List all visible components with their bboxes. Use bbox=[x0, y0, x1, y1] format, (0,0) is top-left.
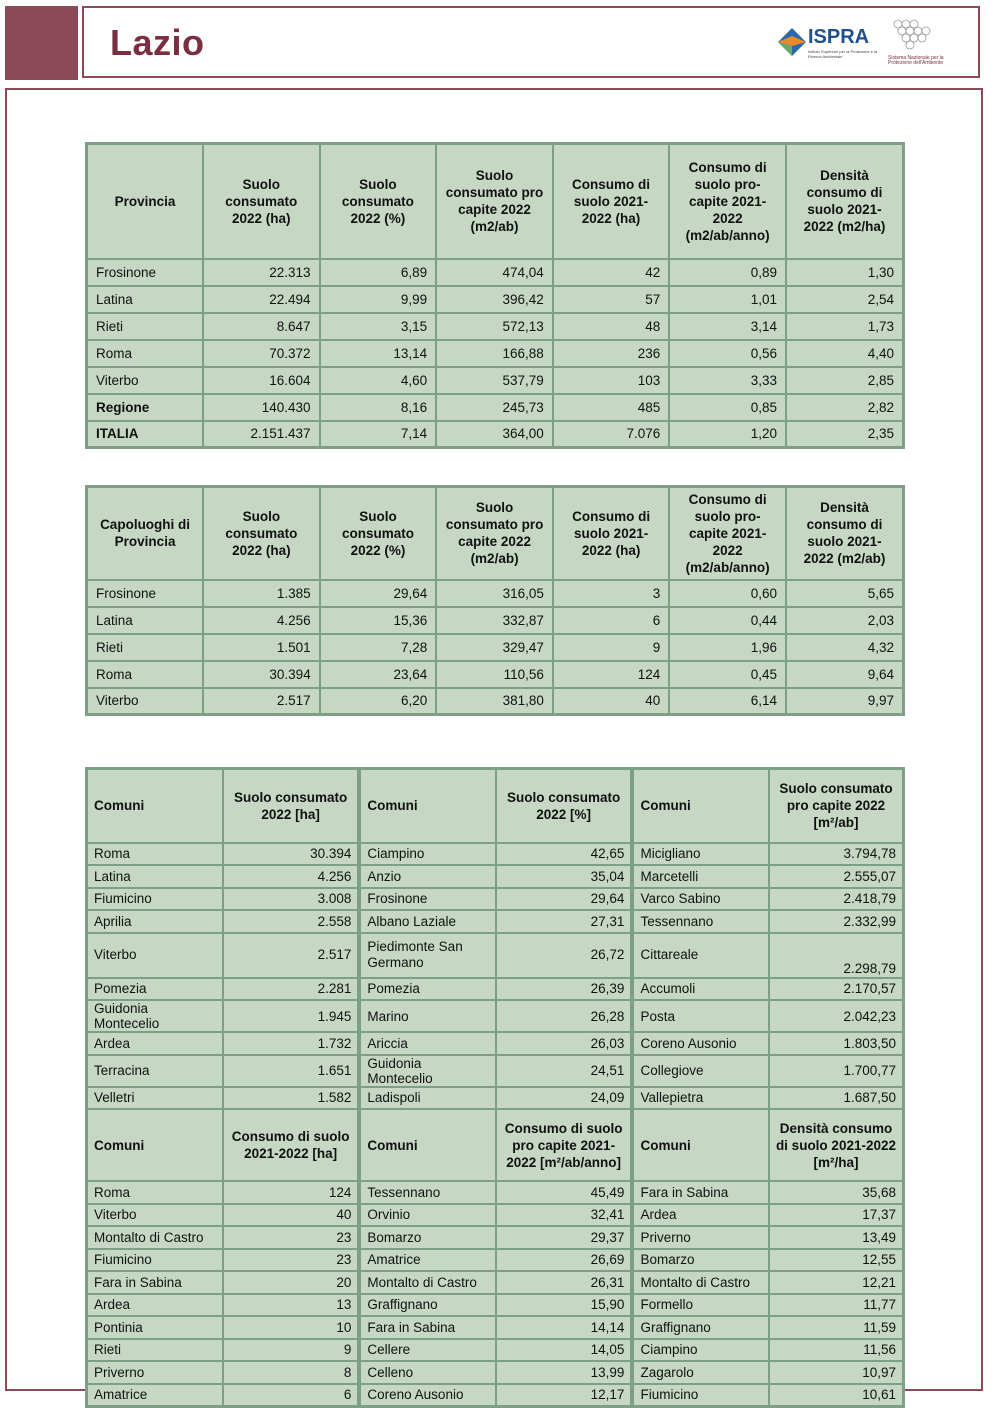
table-cell: 332,87 bbox=[436, 607, 553, 634]
table-cell: 1.732 bbox=[223, 1032, 359, 1055]
table-cell: 572,13 bbox=[436, 313, 553, 340]
table-cell: 4,60 bbox=[320, 367, 437, 394]
table-header-row bbox=[87, 1109, 904, 1181]
table-cell: 23 bbox=[223, 1226, 359, 1249]
table-cell: 40 bbox=[223, 1204, 359, 1227]
table-row bbox=[87, 910, 904, 933]
comune-name: Posta bbox=[632, 1000, 768, 1032]
table-cell: 316,05 bbox=[436, 580, 553, 607]
table-cell: 20 bbox=[223, 1271, 359, 1294]
table-cell: 3,33 bbox=[669, 367, 786, 394]
comune-name: Fiumicino bbox=[632, 1384, 768, 1407]
table-cell: 3 bbox=[553, 580, 669, 607]
table-row bbox=[87, 865, 904, 888]
table-cell: 24,09 bbox=[496, 1087, 633, 1110]
comune-name: Tessennano bbox=[632, 910, 768, 933]
table-cell: 0,56 bbox=[669, 340, 786, 367]
comune-name: Tessennano bbox=[359, 1181, 495, 1204]
table-row bbox=[87, 1000, 904, 1032]
table-cell: 1,73 bbox=[786, 313, 903, 340]
table-cell: 2,85 bbox=[786, 367, 903, 394]
table-cell: 166,88 bbox=[436, 340, 553, 367]
table-row bbox=[87, 1032, 904, 1055]
comune-name: Cellere bbox=[359, 1339, 495, 1362]
comune-name: Amatrice bbox=[359, 1249, 495, 1272]
comune-name: Ardea bbox=[87, 1032, 223, 1055]
table-cell: 26,31 bbox=[496, 1271, 633, 1294]
table-row bbox=[87, 1316, 904, 1339]
comuni-table bbox=[85, 767, 905, 1408]
table-row bbox=[87, 607, 904, 634]
comune-name: Coreno Ausonio bbox=[632, 1032, 768, 1055]
table-cell: 2.517 bbox=[223, 933, 359, 978]
column-header: Suolo consumato pro capite 2022 [m²/ab] bbox=[769, 769, 904, 843]
table-cell: 2.332,99 bbox=[769, 910, 904, 933]
comune-name: Graffignano bbox=[359, 1294, 495, 1317]
table-cell: 485 bbox=[553, 394, 669, 421]
table-row bbox=[87, 1271, 904, 1294]
table-cell: 70.372 bbox=[203, 340, 320, 367]
comune-name: Accumoli bbox=[632, 978, 768, 1001]
table-cell: 26,28 bbox=[496, 1000, 633, 1032]
comune-name: Orvinio bbox=[359, 1204, 495, 1227]
table-cell: 13,14 bbox=[320, 340, 437, 367]
table-cell: 23 bbox=[223, 1249, 359, 1272]
table-cell: 3,14 bbox=[669, 313, 786, 340]
table-row bbox=[87, 933, 904, 978]
table-cell: 2.298,79 bbox=[769, 933, 904, 978]
table-cell: 7,28 bbox=[320, 634, 437, 661]
comune-name: Fara in Sabina bbox=[87, 1271, 223, 1294]
comune-name: Guidonia Montecelio bbox=[87, 1000, 223, 1032]
table-cell: 16.604 bbox=[203, 367, 320, 394]
column-header: Densità consumo di suolo 2021-2022 (m2/ha) bbox=[786, 144, 903, 259]
table-cell: 42 bbox=[553, 259, 669, 286]
table-cell: 3,15 bbox=[320, 313, 437, 340]
table-cell: 1.803,50 bbox=[769, 1032, 904, 1055]
table-cell: 8.647 bbox=[203, 313, 320, 340]
comune-name: Varco Sabino bbox=[632, 888, 768, 911]
table-cell: 9,97 bbox=[786, 688, 903, 715]
table-cell: 140.430 bbox=[203, 394, 320, 421]
row-label: Regione bbox=[87, 394, 203, 421]
ispra-logo-subtitle: Istituto Superiore per la Protezione e la Ricerca Ambientale bbox=[808, 49, 878, 59]
table-cell: 5,65 bbox=[786, 580, 903, 607]
table-cell: 2.517 bbox=[203, 688, 320, 715]
table-row bbox=[87, 1204, 904, 1227]
table-cell: 1,96 bbox=[669, 634, 786, 661]
row-label: Frosinone bbox=[87, 259, 203, 286]
table-cell: 6,14 bbox=[669, 688, 786, 715]
table-cell: 1,20 bbox=[669, 421, 786, 448]
comune-name: Cittareale bbox=[632, 933, 768, 978]
table-cell: 12,55 bbox=[769, 1249, 904, 1272]
table-cell: 2.558 bbox=[223, 910, 359, 933]
table-cell: 1.651 bbox=[223, 1055, 359, 1087]
table-cell: 0,45 bbox=[669, 661, 786, 688]
table-cell: 0,85 bbox=[669, 394, 786, 421]
row-label: Roma bbox=[87, 661, 204, 688]
table-cell: 42,65 bbox=[496, 843, 633, 866]
table-cell: 364,00 bbox=[436, 421, 553, 448]
table-row bbox=[87, 1294, 904, 1317]
table-cell: 11,77 bbox=[769, 1294, 904, 1317]
table-cell: 396,42 bbox=[436, 286, 553, 313]
table-cell: 14,14 bbox=[496, 1316, 633, 1339]
column-header: Suolo consumato 2022 (ha) bbox=[203, 487, 320, 580]
column-header: Suolo consumato 2022 (%) bbox=[320, 144, 437, 259]
column-header: Suolo consumato pro capite 2022 (m2/ab) bbox=[436, 144, 553, 259]
comune-name: Fara in Sabina bbox=[632, 1181, 768, 1204]
table-cell: 4.256 bbox=[223, 865, 359, 888]
row-label: Frosinone bbox=[87, 580, 204, 607]
table-cell: 12,21 bbox=[769, 1271, 904, 1294]
table-cell: 2,35 bbox=[786, 421, 903, 448]
comune-name: Ciampino bbox=[632, 1339, 768, 1362]
table-cell: 0,89 bbox=[669, 259, 786, 286]
comune-name: Roma bbox=[87, 843, 223, 866]
table-cell: 474,04 bbox=[436, 259, 553, 286]
table-cell: 26,72 bbox=[496, 933, 633, 978]
table-cell: 2,82 bbox=[786, 394, 903, 421]
table-row bbox=[87, 1226, 904, 1249]
column-header: Comuni bbox=[632, 1109, 768, 1181]
table-row bbox=[87, 888, 904, 911]
comune-name: Pomezia bbox=[87, 978, 223, 1001]
page-title: Lazio bbox=[110, 22, 205, 63]
column-header: Suolo consumato 2022 [%] bbox=[496, 769, 633, 843]
column-header: Consumo di suolo pro-capite 2021-2022 (m2/ab/anno) bbox=[669, 144, 786, 259]
comune-name: Priverno bbox=[632, 1226, 768, 1249]
page-header bbox=[82, 6, 980, 78]
table-cell: 1,30 bbox=[786, 259, 903, 286]
comune-name: Ardea bbox=[87, 1294, 223, 1317]
table-cell: 4,32 bbox=[786, 634, 903, 661]
table-header-row bbox=[87, 769, 904, 843]
table-cell: 10,61 bbox=[769, 1384, 904, 1407]
table-row bbox=[87, 1249, 904, 1272]
comune-name: Bomarzo bbox=[359, 1226, 495, 1249]
capoluoghi-table bbox=[85, 485, 905, 716]
table-cell: 8 bbox=[223, 1361, 359, 1384]
table-cell: 2.042,23 bbox=[769, 1000, 904, 1032]
column-header: Suolo consumato 2022 (ha) bbox=[203, 144, 320, 259]
table-cell: 3.008 bbox=[223, 888, 359, 911]
table-cell: 2.418,79 bbox=[769, 888, 904, 911]
snpa-logo-subtitle: Sistema Nazionale per la Protezione dell'Ambiente bbox=[888, 55, 944, 66]
table-cell: 13,49 bbox=[769, 1226, 904, 1249]
column-header: Provincia bbox=[87, 144, 203, 259]
table-row bbox=[87, 580, 904, 607]
comune-name: Roma bbox=[87, 1181, 223, 1204]
column-header: Comuni bbox=[87, 769, 223, 843]
ispra-logo bbox=[778, 16, 968, 74]
table-cell: 12,17 bbox=[496, 1384, 633, 1407]
snpa-logo-icon bbox=[890, 18, 940, 53]
comune-name: Zagarolo bbox=[632, 1361, 768, 1384]
comune-name: Fara in Sabina bbox=[359, 1316, 495, 1339]
table-cell: 1.501 bbox=[203, 634, 320, 661]
ispra-logo-text: ISPRA bbox=[808, 26, 870, 48]
table-cell: 9 bbox=[553, 634, 669, 661]
table-row bbox=[87, 1087, 904, 1110]
table-cell: 381,80 bbox=[436, 688, 553, 715]
table-cell: 30.394 bbox=[203, 661, 320, 688]
comune-name: Albano Laziale bbox=[359, 910, 495, 933]
comune-name: Micigliano bbox=[632, 843, 768, 866]
table-cell: 4.256 bbox=[203, 607, 320, 634]
table-cell: 10,97 bbox=[769, 1361, 904, 1384]
comune-name: Bomarzo bbox=[632, 1249, 768, 1272]
table-cell: 45,49 bbox=[496, 1181, 633, 1204]
table-cell: 329,47 bbox=[436, 634, 553, 661]
column-header: Comuni bbox=[359, 1109, 495, 1181]
table-cell: 1.945 bbox=[223, 1000, 359, 1032]
column-header: Suolo consumato pro capite 2022 (m2/ab) bbox=[436, 487, 553, 580]
column-header: Consumo di suolo pro capite 2021-2022 [m²/ab/anno] bbox=[496, 1109, 633, 1181]
comune-name: Ardea bbox=[632, 1204, 768, 1227]
row-label: Latina bbox=[87, 607, 204, 634]
comune-name: Pontinia bbox=[87, 1316, 223, 1339]
table-cell: 29,64 bbox=[320, 580, 437, 607]
column-header: Comuni bbox=[632, 769, 768, 843]
column-header: Densità consumo di suolo 2021-2022 [m²/ha] bbox=[769, 1109, 904, 1181]
table-row bbox=[87, 340, 904, 367]
row-label: Viterbo bbox=[87, 367, 203, 394]
table-cell: 13,99 bbox=[496, 1361, 633, 1384]
table-cell: 4,40 bbox=[786, 340, 903, 367]
table-cell: 1.700,77 bbox=[769, 1055, 904, 1087]
comune-name: Fiumicino bbox=[87, 1249, 223, 1272]
table-row bbox=[87, 286, 904, 313]
table-row bbox=[87, 1339, 904, 1362]
column-header: Comuni bbox=[359, 769, 495, 843]
comune-name: Piedimonte San Germano bbox=[359, 933, 495, 978]
table-cell: 2.281 bbox=[223, 978, 359, 1001]
table-row bbox=[87, 634, 904, 661]
comune-name: Pomezia bbox=[359, 978, 495, 1001]
province-table bbox=[85, 142, 905, 449]
row-label: Rieti bbox=[87, 313, 203, 340]
table-cell: 26,03 bbox=[496, 1032, 633, 1055]
table-cell: 2,54 bbox=[786, 286, 903, 313]
column-header: Comuni bbox=[87, 1109, 223, 1181]
comune-name: Fiumicino bbox=[87, 888, 223, 911]
table-cell: 0,44 bbox=[669, 607, 786, 634]
comune-name: Velletri bbox=[87, 1087, 223, 1110]
table-cell: 57 bbox=[553, 286, 669, 313]
table-cell: 124 bbox=[553, 661, 669, 688]
row-label: Viterbo bbox=[87, 688, 204, 715]
comune-name: Ladispoli bbox=[359, 1087, 495, 1110]
header-accent-block bbox=[5, 6, 78, 80]
table-cell: 2.170,57 bbox=[769, 978, 904, 1001]
comune-name: Marcetelli bbox=[632, 865, 768, 888]
comune-name: Frosinone bbox=[359, 888, 495, 911]
table-cell: 17,37 bbox=[769, 1204, 904, 1227]
comune-name: Vallepietra bbox=[632, 1087, 768, 1110]
comune-name: Celleno bbox=[359, 1361, 495, 1384]
table-cell: 236 bbox=[553, 340, 669, 367]
table-row bbox=[87, 661, 904, 688]
table-cell: 0,60 bbox=[669, 580, 786, 607]
table-cell: 9,99 bbox=[320, 286, 437, 313]
comune-name: Rieti bbox=[87, 1339, 223, 1362]
column-header: Capoluoghi di Provincia bbox=[87, 487, 204, 580]
comune-name: Viterbo bbox=[87, 1204, 223, 1227]
ispra-logo-icon bbox=[778, 28, 806, 56]
table-cell: 9 bbox=[223, 1339, 359, 1362]
table-cell: 22.313 bbox=[203, 259, 320, 286]
comune-name: Viterbo bbox=[87, 933, 223, 978]
column-header: Suolo consumato 2022 (%) bbox=[320, 487, 437, 580]
table-row bbox=[87, 394, 904, 421]
column-header: Consumo di suolo 2021-2022 [ha] bbox=[223, 1109, 359, 1181]
column-header: Densità consumo di suolo 2021-2022 (m2/ab) bbox=[786, 487, 903, 580]
table-cell: 2,03 bbox=[786, 607, 903, 634]
comune-name: Ariccia bbox=[359, 1032, 495, 1055]
table-cell: 10 bbox=[223, 1316, 359, 1339]
comune-name: Amatrice bbox=[87, 1384, 223, 1407]
table-cell: 11,56 bbox=[769, 1339, 904, 1362]
table-cell: 23,64 bbox=[320, 661, 437, 688]
table-cell: 7,14 bbox=[320, 421, 437, 448]
comune-name: Coreno Ausonio bbox=[359, 1384, 495, 1407]
table-cell: 48 bbox=[553, 313, 669, 340]
table-cell: 1.687,50 bbox=[769, 1087, 904, 1110]
column-header: Consumo di suolo 2021-2022 (ha) bbox=[553, 144, 669, 259]
table-cell: 13 bbox=[223, 1294, 359, 1317]
table-cell: 8,16 bbox=[320, 394, 437, 421]
comune-name: Guidonia Montecelio bbox=[359, 1055, 495, 1087]
table-cell: 15,36 bbox=[320, 607, 437, 634]
row-label: Rieti bbox=[87, 634, 204, 661]
table-cell: 1.582 bbox=[223, 1087, 359, 1110]
comune-name: Latina bbox=[87, 865, 223, 888]
table-cell: 11,59 bbox=[769, 1316, 904, 1339]
table-row bbox=[87, 367, 904, 394]
table-cell: 24,51 bbox=[496, 1055, 633, 1087]
comune-name: Montalto di Castro bbox=[87, 1226, 223, 1249]
table-cell: 245,73 bbox=[436, 394, 553, 421]
comune-name: Terracina bbox=[87, 1055, 223, 1087]
table-row bbox=[87, 1361, 904, 1384]
comune-name: Montalto di Castro bbox=[359, 1271, 495, 1294]
comune-name: Anzio bbox=[359, 865, 495, 888]
table-cell: 110,56 bbox=[436, 661, 553, 688]
table-cell: 2.555,07 bbox=[769, 865, 904, 888]
table-row bbox=[87, 259, 904, 286]
table-cell: 6 bbox=[553, 607, 669, 634]
table-row bbox=[87, 421, 904, 448]
row-label: Roma bbox=[87, 340, 203, 367]
table-cell: 26,69 bbox=[496, 1249, 633, 1272]
table-cell: 29,37 bbox=[496, 1226, 633, 1249]
table-cell: 6,20 bbox=[320, 688, 437, 715]
table-cell: 1.385 bbox=[203, 580, 320, 607]
comune-name: Formello bbox=[632, 1294, 768, 1317]
column-header: Consumo di suolo pro-capite 2021-2022 (m2/ab/anno) bbox=[669, 487, 786, 580]
comune-name: Aprilia bbox=[87, 910, 223, 933]
comune-name: Collegiove bbox=[632, 1055, 768, 1087]
table-cell: 26,39 bbox=[496, 978, 633, 1001]
table-cell: 14,05 bbox=[496, 1339, 633, 1362]
table-cell: 6 bbox=[223, 1384, 359, 1407]
table-cell: 3.794,78 bbox=[769, 843, 904, 866]
table-header-row bbox=[87, 144, 904, 259]
table-cell: 103 bbox=[553, 367, 669, 394]
table-row bbox=[87, 1181, 904, 1204]
table-cell: 15,90 bbox=[496, 1294, 633, 1317]
comune-name: Priverno bbox=[87, 1361, 223, 1384]
table-row bbox=[87, 1384, 904, 1407]
table-row bbox=[87, 688, 904, 715]
table-cell: 40 bbox=[553, 688, 669, 715]
table-cell: 2.151.437 bbox=[203, 421, 320, 448]
table-cell: 27,31 bbox=[496, 910, 633, 933]
table-cell: 7.076 bbox=[553, 421, 669, 448]
table-cell: 29,64 bbox=[496, 888, 633, 911]
row-label: Latina bbox=[87, 286, 203, 313]
comune-name: Marino bbox=[359, 1000, 495, 1032]
table-row bbox=[87, 978, 904, 1001]
table-cell: 30.394 bbox=[223, 843, 359, 866]
column-header: Suolo consumato 2022 [ha] bbox=[223, 769, 359, 843]
comune-name: Ciampino bbox=[359, 843, 495, 866]
comune-name: Montalto di Castro bbox=[632, 1271, 768, 1294]
table-cell: 124 bbox=[223, 1181, 359, 1204]
table-cell: 6,89 bbox=[320, 259, 437, 286]
table-cell: 9,64 bbox=[786, 661, 903, 688]
table-header-row bbox=[87, 487, 904, 580]
table-cell: 32,41 bbox=[496, 1204, 633, 1227]
table-cell: 35,04 bbox=[496, 865, 633, 888]
column-header: Consumo di suolo 2021-2022 (ha) bbox=[553, 487, 669, 580]
table-row bbox=[87, 1055, 904, 1087]
table-cell: 1,01 bbox=[669, 286, 786, 313]
comune-name: Graffignano bbox=[632, 1316, 768, 1339]
table-row bbox=[87, 843, 904, 866]
row-label: ITALIA bbox=[87, 421, 203, 448]
table-cell: 35,68 bbox=[769, 1181, 904, 1204]
table-row bbox=[87, 313, 904, 340]
table-cell: 537,79 bbox=[436, 367, 553, 394]
table-cell: 22.494 bbox=[203, 286, 320, 313]
